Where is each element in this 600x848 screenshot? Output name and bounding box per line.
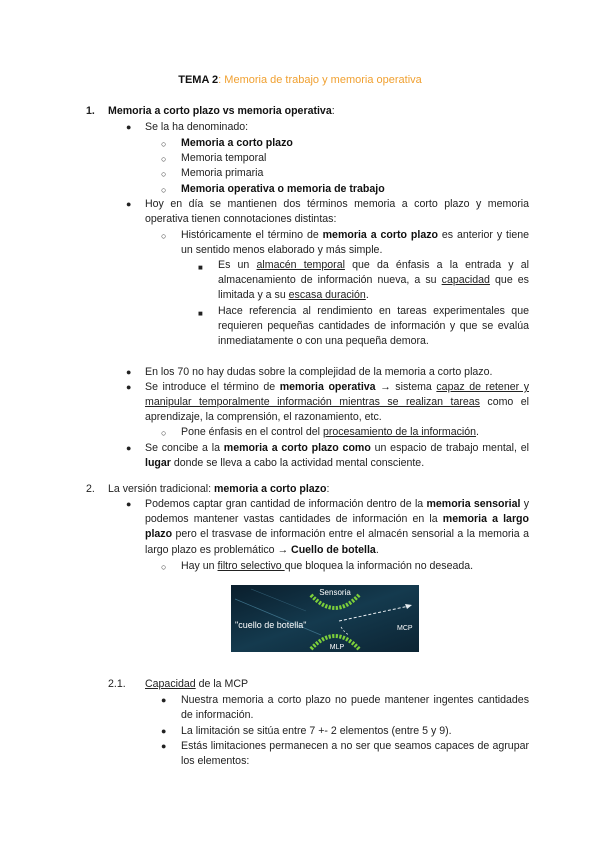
b5-bold1: memoria a corto plazo como (223, 442, 371, 454)
s2sub-u: filtro selectivo (217, 560, 285, 572)
circle-bullet-icon: ○ (161, 428, 167, 438)
circle-bullet-icon: ○ (161, 231, 167, 241)
s1-bullet-4 (145, 380, 529, 426)
s1-bullet-4-sub (181, 425, 479, 440)
s2b1-bold3: Cuello de botella (291, 543, 376, 556)
sq1-u1: almacén temporal (256, 259, 345, 271)
figure-label-right: MCP (397, 625, 413, 632)
hist-bold: memoria a corto plazo (322, 229, 438, 241)
s2b1-b: y podemos mantener vastas cantidades de información en la (145, 498, 529, 526)
s21-bullet-2: La limitación se sitúa entre 7 +- 2 elementos (entre 5 y 9). (181, 725, 452, 737)
sq1-b: que da énfasis a la entrada y al almacenamiento de información nueva, a su (218, 259, 529, 287)
s21-heading-u: Capacidad (145, 678, 196, 690)
hist-post: es anterior y tiene un sentido menos elaborado y más simple. (181, 229, 529, 257)
figure-label-bottom: MLP (329, 644, 345, 651)
section-2-heading (108, 482, 329, 497)
name-item-3: Memoria primaria (181, 167, 264, 179)
s1-bullet-1: Se la ha denominado: (145, 121, 249, 133)
sq1-c: que es limitada y a su (218, 274, 529, 302)
figure-label-top: Sensoria (319, 588, 351, 597)
name-item-1 (181, 136, 293, 151)
s21-heading-rest: de la MCP (195, 678, 249, 690)
s2b1-a: Podemos captar gran cantidad de información dentro de la (145, 498, 427, 510)
s1-bullet-3: En los 70 no hay dudas sobre la complejidad de la memoria a corto plazo. (145, 366, 493, 378)
name-item-2: Memoria temporal (181, 152, 267, 164)
square-item-2: Hace referencia al rendimiento en tareas experimentales que requieren pequeñas cantidades de información y que se evalúa inmediatamente o con una pequeña demora. (218, 305, 529, 348)
name-item-4 (181, 182, 385, 197)
s2sub-b: que bloquea la información no deseada. (284, 560, 474, 572)
title-prefix: TEMA 2 (178, 74, 219, 86)
b4sub-b: . (476, 426, 479, 438)
hist-pre: Históricamente el término de (181, 229, 323, 241)
circle-bullet-icon: ○ (161, 185, 167, 195)
s2-heading-bold: memoria a corto plazo (214, 483, 327, 495)
s21-bullet-3: Estás limitaciones permanecen a no ser que seamos capaces de agrupar los elementos: (181, 740, 529, 768)
square-bullet-icon: ■ (198, 309, 203, 318)
b4sub-a: Pone énfasis en el control del (181, 426, 323, 438)
circle-bullet-icon: ○ (161, 154, 167, 164)
section-1-number: 1. (86, 105, 95, 117)
circle-bullet-icon: ○ (161, 562, 167, 572)
bullet-icon: ● (126, 122, 132, 132)
section-1-heading-text: Memoria a corto plazo vs memoria operativa (108, 105, 332, 117)
section-2-number: 2. (86, 483, 95, 495)
s2b1-bold1: memoria sensorial (426, 498, 521, 510)
bullet-icon: ● (126, 443, 132, 453)
section-1-heading (108, 104, 335, 119)
b5-bold2: lugar (145, 457, 171, 470)
circle-bullet-icon: ○ (161, 169, 167, 179)
b5-c: donde se lleva a cabo la actividad mental consciente. (170, 457, 425, 470)
section-2-1-number: 2.1. (108, 678, 126, 690)
bullet-icon: ● (161, 695, 167, 705)
b4-a: Se introduce el término de (145, 381, 280, 393)
title-rest: : Memoria de trabajo y memoria operativa (218, 74, 422, 86)
s21-bullet-1: Nuestra memoria a corto plazo no puede mantener ingentes cantidades de información. (181, 694, 529, 722)
name-item-1-text: Memoria a corto plazo (181, 137, 293, 149)
s2-bullet-1-sub (181, 559, 473, 574)
s2b1-c: pero el trasvase de información entre el almacén sensorial a la memoria a largo plazo es problemático → (145, 528, 529, 556)
bullet-icon: ● (126, 367, 132, 377)
sq1-u2: capacidad (441, 274, 490, 287)
sq1-a: Es un (218, 259, 257, 271)
page-title (0, 73, 600, 88)
square-bullet-icon: ■ (198, 263, 203, 272)
bullet-icon: ● (161, 741, 167, 751)
b4-bold: memoria operativa (279, 381, 376, 393)
b5-a: Se concibe a la (145, 442, 224, 454)
bullet-icon: ● (126, 499, 132, 509)
historic-paragraph (181, 228, 529, 258)
bottleneck-figure (231, 585, 419, 652)
name-item-4-text: Memoria operativa o memoria de trabajo (181, 183, 385, 195)
circle-bullet-icon: ○ (161, 139, 167, 149)
bullet-icon: ● (126, 382, 132, 392)
b5-b: un espacio de trabajo mental, el (370, 442, 530, 454)
s2-bullet-1 (145, 497, 529, 558)
b4-c: como el aprendizaje, la comprensión, el razonamiento, etc. (145, 396, 529, 424)
s2b1-d: . (375, 543, 379, 556)
b4sub-u: procesamiento de la información (322, 426, 477, 438)
s2-heading-pre: La versión tradicional: (108, 483, 214, 495)
s2-heading-post: : (326, 483, 330, 495)
s2b1-bold2: memoria a largo plazo (145, 513, 530, 541)
bullet-icon: ● (126, 199, 132, 209)
s1-bullet-2: Hoy en día se mantienen dos términos memoria a corto plazo y memoria operativa tienen connotaciones distintas: (145, 198, 529, 226)
section-1-heading-colon: : (331, 105, 335, 117)
sq1-u3: escasa duración (288, 289, 366, 302)
figure-label-left: "cuello de botella" (235, 620, 307, 630)
s1-bullet-5 (145, 441, 529, 471)
section-2-1-heading (145, 677, 248, 692)
square-item-1 (218, 258, 529, 304)
sq1-d: . (365, 289, 369, 302)
bullet-icon: ● (161, 726, 167, 736)
s2sub-a: Hay un (181, 560, 218, 572)
b4-b: → sistema (375, 381, 437, 393)
b4-u: capaz de retener y manipular temporalmente información mientras se realizan tareas (145, 381, 529, 409)
